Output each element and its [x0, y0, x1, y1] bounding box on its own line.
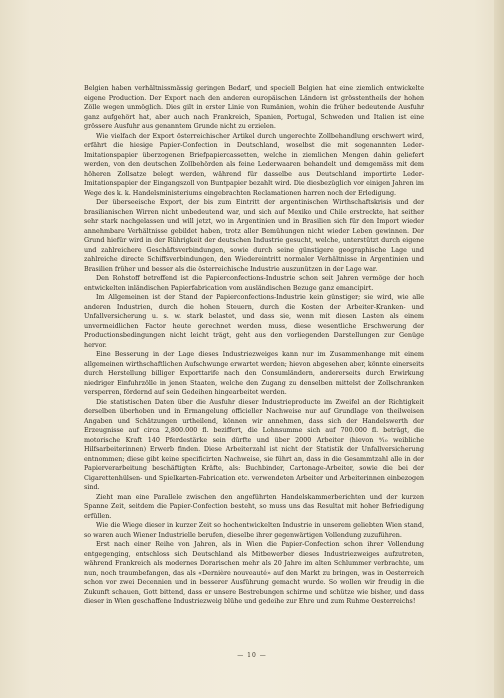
paragraph: Wie vielfach der Export österreichischer Artikel durch ungerechte Zollbehandlung erschwert wird, erfährt die hiesige Papier-Confection in Deutschland, woselbst die mit sogenannten Leder-Imitationspapier überzogenen Briefpapiercassetten, welche in ziemlichen Mengen dahin geliefert werden, von den deutschen Zollbehörden als feine Lederwaaren behandelt und demgemäss mit dem höheren Zollsatze belegt werden, während für dasselbe aus Deutschland importirte Leder-Imitationspapier der Eingangszoll von Buntpapier bezahlt wird. Die diesbezüglich vor einigen Jahren im Wege des k. k. Handelsministeriums eingebrachten Reclamationen harren noch der Erledigung.: [84, 131, 424, 197]
paragraph: Im Allgemeinen ist der Stand der Papierconfections-Industrie kein günstiger; sie wird, wie alle anderen Industrien, durch die hohen Steuern, durch die Kosten der Arbeiter-Kranken- und Unfallversicherung u. s. w. stark belastet, und dass sie, wenn mit diesen Lasten als einem unvermeidlichen Factor heute gerechnet werden muss, diese wesentliche Erschwerung der Productionsbedingungen nicht leicht trägt, geht aus den vorliegenden Darstellungen zur Genüge hervor.: [84, 293, 424, 349]
paragraph: Zieht man eine Parallele zwischen den angeführten Handelskammerberichten und der kurzen Spanne Zeit, seitdem die Papier-Confection besteht, so muss uns das Resultat mit hoher Befriedigung erfüllen.: [84, 492, 424, 520]
paragraph: Wie die Wiege dieser in kurzer Zeit so hochentwickelten Industrie in unserem geliebten Wien stand, so waren auch Wiener Industrielle berufen, dieselbe ihrer gegenwärtigen Vollendung zuzuführen.: [84, 521, 424, 539]
paragraph: Der überseeische Export, der bis zum Eintritt der argentinischen Wirthschaftskrisis und der brasilianischen Wirren nicht unbedeutend war, und sich auf Mexiko und Chile erstreckte, hat seither sehr stark nachgelassen und will jetzt, wo in Argentinien und in Brasilien sich für den Import wieder annehmbare Verhältnisse gebildet haben, trotz aller Bemühungen nicht wieder Leben gewinnen. Der Grund hiefür wird in der Rührigkeit der deutschen Industrie gesucht, welche, unterstützt durch eigene und zahlreichere Geschäftsverbindungen, sowie durch seine günstigere geographische Lage und zahlreiche directe Schiffsverbindungen, den Wiedereintritt normaler Verhältnisse in Argentinien und Brasilien früher und besser als die österreichische Industrie auszunützen in der Lage war.: [84, 198, 424, 273]
page-number: — 10 —: [237, 652, 267, 659]
paragraph: Eine Besserung in der Lage dieses Industriezweiges kann nur im Zusammenhange mit einem allgemeinen wirthschaftlichen Aufschwunge erwartet werden; hievon abgesehen aber, könnte einerseits durch Herstellung billiger Exporttarife nach den Consumländern, andererseits durch Erwirkung niedriger Einfuhrzölle in jenen Staaten, welche den Zugang zu denselben mittelst der Zollschranken versperren, fördernd auf sein Gedeihen hingearbeitet werden.: [84, 350, 424, 396]
body-text: [84, 84, 424, 607]
paragraph: Den Rohstoff betreffend ist die Papierconfections-Industrie schon seit Jahren vermöge der hoch entwickelten inländischen Papierfabrication vom ausländischen Bezuge ganz emancipirt.: [84, 274, 424, 292]
paragraph: Die statistischen Daten über die Ausfuhr dieser Industrieproducte im Zweifel an der Richtigkeit derselben überhoben und in Ermangelung officieller Nachweise nur auf Grundlage von theilweisen Angaben und Schätzungen urtheilend, können wir annehmen, dass sich der Handelswerth der Erzeugnisse auf circa 2,800.000 fl. beziffert, die Lohnsumme sich auf 700.000 fl. beträgt, die motorische Kraft 140 Pferdestärke sein dürfte und über 2000 Arbeiter (hievon ⁹⁄₁₀ weibliche Hilfsarbeiterinnen) Erwerb finden. Diese Arbeiterzahl ist nicht der Statistik der Unfallversicherung entnommen; diese gibt keine specificirten Nachweise, sie führt an, dass in die Gesammtzahl alle in der Papierverarbeitung beschäftigten Kräfte, als: Buchbinder, Cartonage-Arbeiter, sowie die bei der Cigarettenhülsen- und Spielkarten-Fabrication etc. verwendeten Arbeiter und Arbeiterinnen einbezogen sind.: [84, 397, 424, 491]
page-binding-edge: [494, 0, 504, 698]
paragraph: Belgien haben verhältnissmässig geringen Bedarf, und speciell Belgien hat eine ziemlich entwickelte eigene Production. Der Export nach den anderen europäischen Ländern ist grösstentheils der hohen Zölle wegen unmöglich. Dies gilt in erster Linie von Rumänien, wohin die früher bedeutende Ausfuhr ganz aufgehört hat, aber auch nach Frankreich, Spanien, Portugal, Schweden und Italien ist eine grössere Ausfuhr aus genanntem Grunde nicht zu erzielen.: [84, 84, 424, 130]
paragraph: Erst nach einer Reihe von Jahren, als in Wien die Papier-Confection schon ihrer Vollendung entgegenging, entschloss sich Deutschland als Mitbewerber dieses Industriezweiges aufzutreten, während Frankreich als modernes Dorarischen mehr als 20 Jahre im alten Schlummer verbrachte, um nun, noch traumbefangen, das als «Dernière nouveauté» auf den Markt zu bringen, was in Oesterreich schon vor zwei Decennien und in besserer Ausführung gemacht wurde. So wollen wir freudig in die Zukunft schauen, Gott bittend, dass er unsere Bestrebungen schirme und schütze wie bisher, und dass dieser in Wien geschaffene Industriezweig blühe und gedeihe zur Ehre und zum Ruhme Oesterreichs!: [84, 540, 424, 605]
